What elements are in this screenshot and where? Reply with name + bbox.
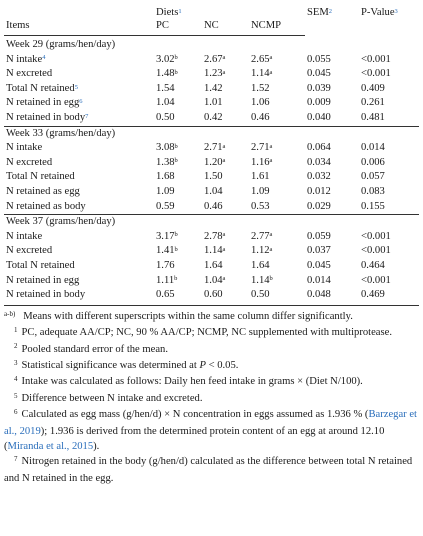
ncmp-cell bbox=[249, 170, 305, 185]
item-cell bbox=[4, 230, 154, 245]
item-cell-value: N excreted bbox=[6, 245, 53, 257]
nc-cell-value: 2.71 bbox=[204, 142, 223, 154]
pvalue-cell bbox=[359, 259, 419, 274]
pc-cell-value: 1.76 bbox=[156, 259, 175, 271]
pvalue-cell-value: 0.261 bbox=[361, 97, 385, 109]
item-cell-value: N retained in egg bbox=[6, 97, 80, 109]
ncmp-cell-superscript: a bbox=[269, 157, 273, 165]
pvalue-cell-value: 0.006 bbox=[361, 156, 385, 168]
sem-cell-value: 0.009 bbox=[307, 97, 331, 109]
pc-cell-superscript: b bbox=[174, 157, 178, 165]
header-items: Items bbox=[4, 19, 154, 36]
footnote-3-text-b: < 0.05. bbox=[205, 359, 239, 371]
pvalue-cell-value: <0.001 bbox=[361, 53, 391, 65]
pc-cell-superscript: b bbox=[174, 142, 178, 150]
header-pvalue bbox=[359, 4, 419, 36]
pc-cell bbox=[154, 156, 202, 171]
footnote-6-ref-barzegar[interactable]: Barzegar et al., 2019 bbox=[4, 409, 417, 437]
ncmp-cell bbox=[249, 244, 305, 259]
sem-cell-value: 0.055 bbox=[307, 53, 331, 65]
item-cell bbox=[4, 141, 154, 156]
header-ncmp: NCMP bbox=[249, 19, 305, 36]
item-cell bbox=[4, 156, 154, 171]
item-cell-value: N intake bbox=[6, 230, 43, 242]
pvalue-cell-value: <0.001 bbox=[361, 68, 391, 80]
nc-cell-value: 0.42 bbox=[204, 111, 223, 123]
ncmp-cell-value: 0.46 bbox=[251, 111, 270, 123]
sem-cell bbox=[305, 53, 359, 68]
ncmp-cell-superscript: b bbox=[269, 275, 273, 283]
table-row bbox=[4, 274, 419, 289]
footnote-7-mark: 7 bbox=[14, 455, 18, 464]
footnote-1-text: PC, adequate AA/CP; NC, 90 % AA/CP; NCMP, NC supplemented with multiprotease. bbox=[21, 327, 392, 339]
ncmp-cell-value: 1.14 bbox=[251, 274, 270, 286]
footnote-4-mark: 4 bbox=[14, 375, 18, 384]
nc-cell bbox=[202, 244, 249, 259]
ncmp-cell-value: 0.53 bbox=[251, 200, 270, 212]
pvalue-cell bbox=[359, 274, 419, 289]
nc-cell-superscript: a bbox=[222, 275, 226, 283]
table-row bbox=[4, 185, 419, 200]
ncmp-cell-value: 1.09 bbox=[251, 185, 270, 197]
ncmp-cell bbox=[249, 274, 305, 289]
pvalue-cell bbox=[359, 288, 419, 305]
pvalue-cell-value: 0.155 bbox=[361, 200, 385, 212]
table-row bbox=[4, 111, 419, 126]
nc-cell-superscript: a bbox=[222, 54, 226, 62]
pvalue-cell-value: 0.014 bbox=[361, 142, 385, 154]
sem-cell-value: 0.045 bbox=[307, 259, 331, 271]
table-row bbox=[4, 53, 419, 68]
table-row bbox=[4, 200, 419, 215]
pc-cell-value: 1.04 bbox=[156, 97, 175, 109]
pc-cell bbox=[154, 111, 202, 126]
pc-cell bbox=[154, 96, 202, 111]
nc-cell bbox=[202, 111, 249, 126]
ncmp-cell-value: 1.61 bbox=[251, 171, 270, 183]
item-cell bbox=[4, 288, 154, 305]
pc-cell-superscript: b bbox=[174, 231, 178, 239]
ncmp-cell bbox=[249, 259, 305, 274]
sem-cell-value: 0.040 bbox=[307, 111, 331, 123]
sem-cell bbox=[305, 156, 359, 171]
footnote-6 bbox=[4, 407, 419, 454]
pvalue-cell bbox=[359, 170, 419, 185]
pvalue-cell bbox=[359, 53, 419, 68]
pc-cell-superscript: b bbox=[174, 246, 178, 254]
item-cell bbox=[4, 185, 154, 200]
item-cell-value: N intake bbox=[6, 142, 43, 154]
nc-cell-superscript: a bbox=[222, 142, 226, 150]
pc-cell bbox=[154, 200, 202, 215]
pc-cell bbox=[154, 67, 202, 82]
nc-cell bbox=[202, 67, 249, 82]
item-cell-value: N retained as body bbox=[6, 200, 86, 212]
pvalue-cell bbox=[359, 141, 419, 156]
nc-cell-superscript: a bbox=[222, 157, 226, 165]
sem-cell bbox=[305, 200, 359, 215]
sem-cell-value: 0.039 bbox=[307, 82, 331, 94]
pc-cell-value: 3.17 bbox=[156, 230, 175, 242]
nc-cell bbox=[202, 170, 249, 185]
sem-cell bbox=[305, 244, 359, 259]
nc-cell-superscript: a bbox=[222, 246, 226, 254]
footnote-7 bbox=[4, 454, 419, 486]
sem-cell-value: 0.045 bbox=[307, 68, 331, 80]
nc-cell-value: 0.60 bbox=[204, 289, 223, 301]
nitrogen-balance-table bbox=[4, 4, 419, 306]
pc-cell-superscript: b bbox=[174, 54, 178, 62]
nc-cell-value: 1.01 bbox=[204, 97, 223, 109]
footnote-2 bbox=[4, 342, 419, 358]
ncmp-cell bbox=[249, 288, 305, 305]
header-items-spacer bbox=[4, 4, 154, 19]
ncmp-cell-superscript: a bbox=[269, 54, 273, 62]
table-row bbox=[4, 230, 419, 245]
nc-cell bbox=[202, 53, 249, 68]
item-cell-superscript[interactable]: 4 bbox=[42, 54, 46, 62]
nc-cell-value: 1.42 bbox=[204, 82, 223, 94]
item-cell bbox=[4, 96, 154, 111]
ncmp-cell-superscript: a bbox=[269, 246, 273, 254]
ncmp-cell bbox=[249, 111, 305, 126]
pc-cell bbox=[154, 185, 202, 200]
ncmp-cell-value: 0.50 bbox=[251, 289, 270, 301]
item-cell-value: N retained in body bbox=[6, 289, 86, 301]
header-sem bbox=[305, 4, 359, 36]
footnote-6-text-c: ). bbox=[93, 440, 100, 452]
table-row bbox=[4, 141, 419, 156]
table-row bbox=[4, 170, 419, 185]
pc-cell-value: 1.41 bbox=[156, 245, 175, 257]
ncmp-cell bbox=[249, 82, 305, 97]
nc-cell-value: 1.14 bbox=[204, 245, 223, 257]
item-cell bbox=[4, 244, 154, 259]
nc-cell-value: 1.20 bbox=[204, 156, 223, 168]
pc-cell bbox=[154, 274, 202, 289]
pc-cell-value: 1.38 bbox=[156, 156, 175, 168]
pc-cell bbox=[154, 53, 202, 68]
nc-cell-superscript: a bbox=[222, 68, 226, 76]
pc-cell-value: 0.50 bbox=[156, 111, 175, 123]
footnote-1 bbox=[4, 325, 419, 341]
footnotes bbox=[4, 309, 419, 486]
ncmp-cell bbox=[249, 200, 305, 215]
sem-cell bbox=[305, 67, 359, 82]
table-row bbox=[4, 67, 419, 82]
ncmp-cell-value: 2.65 bbox=[251, 53, 270, 65]
nc-cell-value: 2.78 bbox=[204, 230, 223, 242]
footnote-ab-mark: a-b) bbox=[4, 309, 16, 318]
nc-cell bbox=[202, 141, 249, 156]
footnote-6-text-a: Calculated as egg mass (g/hen/d) × N concentration in eggs assumed as 1.936 % ( bbox=[21, 409, 369, 421]
item-cell bbox=[4, 82, 154, 97]
ncmp-cell-superscript: a bbox=[269, 142, 273, 150]
nc-cell bbox=[202, 96, 249, 111]
pvalue-cell-value: 0.469 bbox=[361, 289, 385, 301]
table-row bbox=[4, 82, 419, 97]
ncmp-cell-superscript: a bbox=[269, 231, 273, 239]
footnote-ab-text: Means with different superscripts within the same column differ significantly. bbox=[23, 310, 353, 322]
pvalue-cell-value: <0.001 bbox=[361, 274, 391, 286]
ncmp-cell-value: 1.64 bbox=[251, 259, 270, 271]
pvalue-cell bbox=[359, 244, 419, 259]
header-pvalue-label: P-Value bbox=[361, 7, 395, 18]
pc-cell bbox=[154, 244, 202, 259]
pvalue-cell bbox=[359, 230, 419, 245]
pc-cell-value: 0.65 bbox=[156, 289, 175, 301]
item-cell-value: N retained as egg bbox=[6, 185, 80, 197]
footnote-6-mark: 6 bbox=[14, 407, 18, 416]
table-row bbox=[4, 244, 419, 259]
ncmp-cell-value: 2.77 bbox=[251, 230, 270, 242]
nc-cell bbox=[202, 156, 249, 171]
pc-cell-value: 1.09 bbox=[156, 185, 175, 197]
footnote-6-ref-miranda[interactable]: Miranda et al., 2015 bbox=[7, 440, 94, 452]
nc-cell-value: 1.23 bbox=[204, 68, 223, 80]
section-header-row bbox=[4, 36, 419, 53]
pvalue-cell-value: 0.481 bbox=[361, 111, 385, 123]
pc-cell-value: 3.02 bbox=[156, 53, 175, 65]
sem-cell-value: 0.012 bbox=[307, 185, 331, 197]
nc-cell-value: 1.64 bbox=[204, 259, 223, 271]
item-cell bbox=[4, 67, 154, 82]
nc-cell bbox=[202, 288, 249, 305]
ncmp-cell bbox=[249, 156, 305, 171]
nc-cell bbox=[202, 230, 249, 245]
sem-cell bbox=[305, 288, 359, 305]
table-row bbox=[4, 156, 419, 171]
sem-cell bbox=[305, 274, 359, 289]
header-sem-sup[interactable]: 2 bbox=[328, 7, 333, 15]
item-cell-superscript[interactable]: 5 bbox=[74, 83, 78, 91]
footnote-2-text: Pooled standard error of the mean. bbox=[21, 343, 168, 355]
pvalue-cell-value: 0.057 bbox=[361, 171, 385, 183]
table-row bbox=[4, 96, 419, 111]
pvalue-cell bbox=[359, 200, 419, 215]
section-title: Week 37 (grams/hen/day) bbox=[4, 215, 419, 230]
item-cell-superscript[interactable]: 6 bbox=[79, 98, 83, 106]
table-body bbox=[4, 36, 419, 306]
pc-cell-superscript: b bbox=[174, 68, 178, 76]
item-cell bbox=[4, 200, 154, 215]
ncmp-cell bbox=[249, 185, 305, 200]
nc-cell-value: 1.04 bbox=[204, 274, 223, 286]
pc-cell bbox=[154, 259, 202, 274]
footnote-3-mark: 3 bbox=[14, 358, 18, 367]
sem-cell bbox=[305, 170, 359, 185]
ncmp-cell bbox=[249, 230, 305, 245]
nc-cell bbox=[202, 185, 249, 200]
nc-cell-value: 1.04 bbox=[204, 185, 223, 197]
footnote-5-text: Difference between N intake and excreted. bbox=[21, 392, 203, 404]
item-cell-value: N retained in egg bbox=[6, 274, 80, 286]
sem-cell bbox=[305, 141, 359, 156]
pc-cell bbox=[154, 230, 202, 245]
section-title: Week 29 (grams/hen/day) bbox=[6, 39, 116, 50]
sem-cell bbox=[305, 230, 359, 245]
pvalue-cell-value: <0.001 bbox=[361, 230, 391, 242]
item-cell-value: N excreted bbox=[6, 156, 53, 168]
footnote-3-p-symbol: P bbox=[199, 359, 206, 371]
item-cell bbox=[4, 274, 154, 289]
pc-cell-value: 3.08 bbox=[156, 142, 175, 154]
pvalue-cell-value: 0.464 bbox=[361, 259, 385, 271]
footnote-7-text: Nitrogen retained in the body (g/hen/d) calculated as the difference between total N retained and N retained in the egg. bbox=[4, 456, 413, 484]
pc-cell-superscript: b bbox=[174, 275, 178, 283]
pvalue-cell bbox=[359, 185, 419, 200]
nc-cell-value: 2.67 bbox=[204, 53, 223, 65]
nc-cell bbox=[202, 200, 249, 215]
header-spacer-ncmp bbox=[249, 4, 305, 19]
nc-cell-value: 0.46 bbox=[204, 200, 223, 212]
pc-cell-value: 1.68 bbox=[156, 171, 175, 183]
table-row bbox=[4, 259, 419, 274]
ncmp-cell bbox=[249, 96, 305, 111]
header-diets-sup[interactable]: 1 bbox=[178, 7, 182, 15]
item-cell bbox=[4, 259, 154, 274]
header-pc: PC bbox=[154, 19, 202, 36]
item-cell-value: Total N retained bbox=[6, 171, 75, 183]
footnote-1-mark: 1 bbox=[14, 325, 18, 334]
item-cell bbox=[4, 111, 154, 126]
pvalue-cell bbox=[359, 96, 419, 111]
pvalue-cell bbox=[359, 67, 419, 82]
sem-cell-value: 0.029 bbox=[307, 200, 331, 212]
pc-cell-value: 1.11 bbox=[156, 274, 175, 286]
item-cell-superscript[interactable]: 7 bbox=[85, 112, 89, 120]
footnote-ab bbox=[4, 309, 419, 325]
item-cell-value: N retained in body bbox=[6, 111, 86, 123]
pc-cell bbox=[154, 288, 202, 305]
footnote-4 bbox=[4, 374, 419, 390]
ncmp-cell-value: 1.06 bbox=[251, 97, 270, 109]
footnote-2-mark: 2 bbox=[14, 342, 18, 351]
footnote-3 bbox=[4, 358, 419, 374]
item-cell bbox=[4, 170, 154, 185]
pvalue-cell bbox=[359, 82, 419, 97]
nc-cell bbox=[202, 82, 249, 97]
footnote-5-mark: 5 bbox=[14, 391, 18, 400]
header-row-top bbox=[4, 4, 419, 19]
ncmp-cell-value: 2.71 bbox=[251, 142, 270, 154]
sem-cell-value: 0.059 bbox=[307, 230, 331, 242]
ncmp-cell-value: 1.52 bbox=[251, 82, 270, 94]
sem-cell bbox=[305, 185, 359, 200]
ncmp-cell bbox=[249, 67, 305, 82]
sem-cell-value: 0.032 bbox=[307, 171, 331, 183]
pvalue-cell bbox=[359, 156, 419, 171]
header-spacer-nc bbox=[202, 4, 249, 19]
item-cell-value: Total N retained bbox=[6, 82, 75, 94]
item-cell-value: Total N retained bbox=[6, 259, 75, 271]
ncmp-cell bbox=[249, 53, 305, 68]
header-diets-label: Diets bbox=[156, 7, 179, 18]
pc-cell-value: 0.59 bbox=[156, 200, 175, 212]
sem-cell bbox=[305, 96, 359, 111]
sem-cell-value: 0.037 bbox=[307, 245, 331, 257]
pc-cell bbox=[154, 82, 202, 97]
section-header-row bbox=[4, 215, 419, 230]
sem-cell bbox=[305, 259, 359, 274]
header-diets bbox=[154, 4, 202, 19]
sem-cell bbox=[305, 82, 359, 97]
sem-cell-value: 0.064 bbox=[307, 142, 331, 154]
header-pvalue-sup[interactable]: 3 bbox=[394, 7, 398, 15]
pvalue-cell-value: 0.409 bbox=[361, 82, 385, 94]
item-cell-value: N intake bbox=[6, 53, 43, 65]
sem-cell-value: 0.048 bbox=[307, 289, 331, 301]
pc-cell bbox=[154, 141, 202, 156]
item-cell bbox=[4, 53, 154, 68]
header-nc: NC bbox=[202, 19, 249, 36]
nc-cell-value: 1.50 bbox=[204, 171, 223, 183]
sem-cell bbox=[305, 111, 359, 126]
pvalue-cell-value: <0.001 bbox=[361, 245, 391, 257]
ncmp-cell-superscript: a bbox=[269, 68, 273, 76]
nc-cell bbox=[202, 274, 249, 289]
pc-cell-value: 1.54 bbox=[156, 82, 175, 94]
pc-cell bbox=[154, 170, 202, 185]
pvalue-cell-value: 0.083 bbox=[361, 185, 385, 197]
pc-cell-value: 1.48 bbox=[156, 68, 175, 80]
item-cell-value: N excreted bbox=[6, 68, 53, 80]
sem-cell-value: 0.034 bbox=[307, 156, 331, 168]
footnote-3-text-a: Statistical significance was determined at bbox=[21, 359, 200, 371]
section-title: Week 33 (grams/hen/day) bbox=[4, 126, 419, 141]
footnote-5 bbox=[4, 391, 419, 407]
pvalue-cell bbox=[359, 111, 419, 126]
nc-cell bbox=[202, 259, 249, 274]
ncmp-cell-value: 1.12 bbox=[251, 245, 270, 257]
ncmp-cell bbox=[249, 141, 305, 156]
footnote-6-text-b: ); 1.936 is derived from the determined protein content of an egg at around 12.10 ( bbox=[4, 425, 385, 452]
footnote-4-text: Intake was calculated as follows: Daily hen feed intake in grams × (Diet N/100). bbox=[21, 376, 363, 388]
sem-cell-value: 0.014 bbox=[307, 274, 331, 286]
nc-cell-superscript: a bbox=[222, 231, 226, 239]
header-sem-label: SEM bbox=[307, 7, 329, 18]
table-row bbox=[4, 288, 419, 305]
section-header-row bbox=[4, 126, 419, 141]
ncmp-cell-value: 1.14 bbox=[251, 68, 270, 80]
ncmp-cell-value: 1.16 bbox=[251, 156, 270, 168]
